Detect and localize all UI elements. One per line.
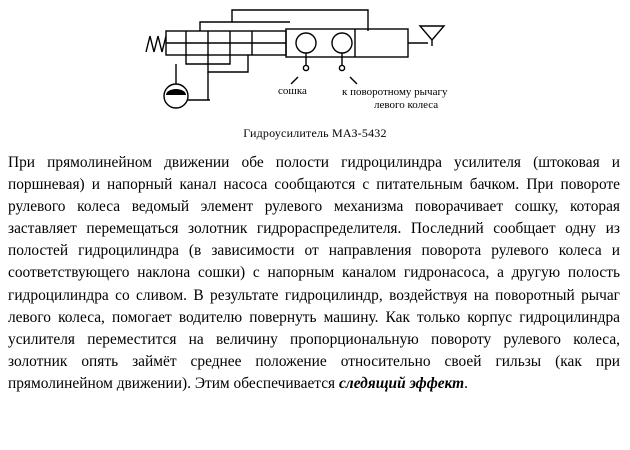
paragraph-text: При прямолинейном движении обе полости гидроцилиндра усилителя (штоковая и поршневая) и напорный канал насоса сообщаются с питательным бачком. При повороте рулевого колеса ведомый элемент рулевого механизма поворачивает сошку, которая заставляет перемещаться золотник гидрораспределителя. Последний сообщает одну из полостей гидроцилиндра (в зависимости от направления поворота рулевого колеса и соответствующего наклона сошки) с напорным каналом гидронасоса, а другую полость гидроцилиндра со сливом. В результате гидроцилиндр, воздействуя на поворотный рычаг левого колеса, помогает водителю повернуть машину. Как только корпус гидроцилиндра усилителя переместится на величину пропорциональную повороту рулевого колеса, золотник опять займёт среднее положение относительно своей гильзы (как при прямолинейном движении). Этим обеспечивается (8, 154, 620, 392)
pipeline-upper (200, 10, 368, 31)
main-paragraph (8, 152, 620, 395)
label-lever-line2: левого колеса (374, 99, 439, 111)
figure-caption: Гидроусилитель МАЗ-5432 (243, 126, 387, 140)
arrow-soshka (291, 77, 298, 84)
pivot-soshka (296, 33, 316, 53)
mount-symbol (420, 26, 444, 40)
hydraulic-scheme-diagram (0, 0, 630, 112)
arrow-lever (350, 77, 357, 84)
paragraph-end: . (464, 374, 468, 392)
emphasis-term: следящий эффект (338, 374, 465, 392)
spring-symbol (146, 36, 166, 52)
pump-symbol (164, 84, 188, 108)
pivot-lever (332, 33, 352, 53)
label-soshka: сошка (278, 85, 307, 97)
label-lever-line1: к поворотному рычагу (342, 86, 448, 98)
